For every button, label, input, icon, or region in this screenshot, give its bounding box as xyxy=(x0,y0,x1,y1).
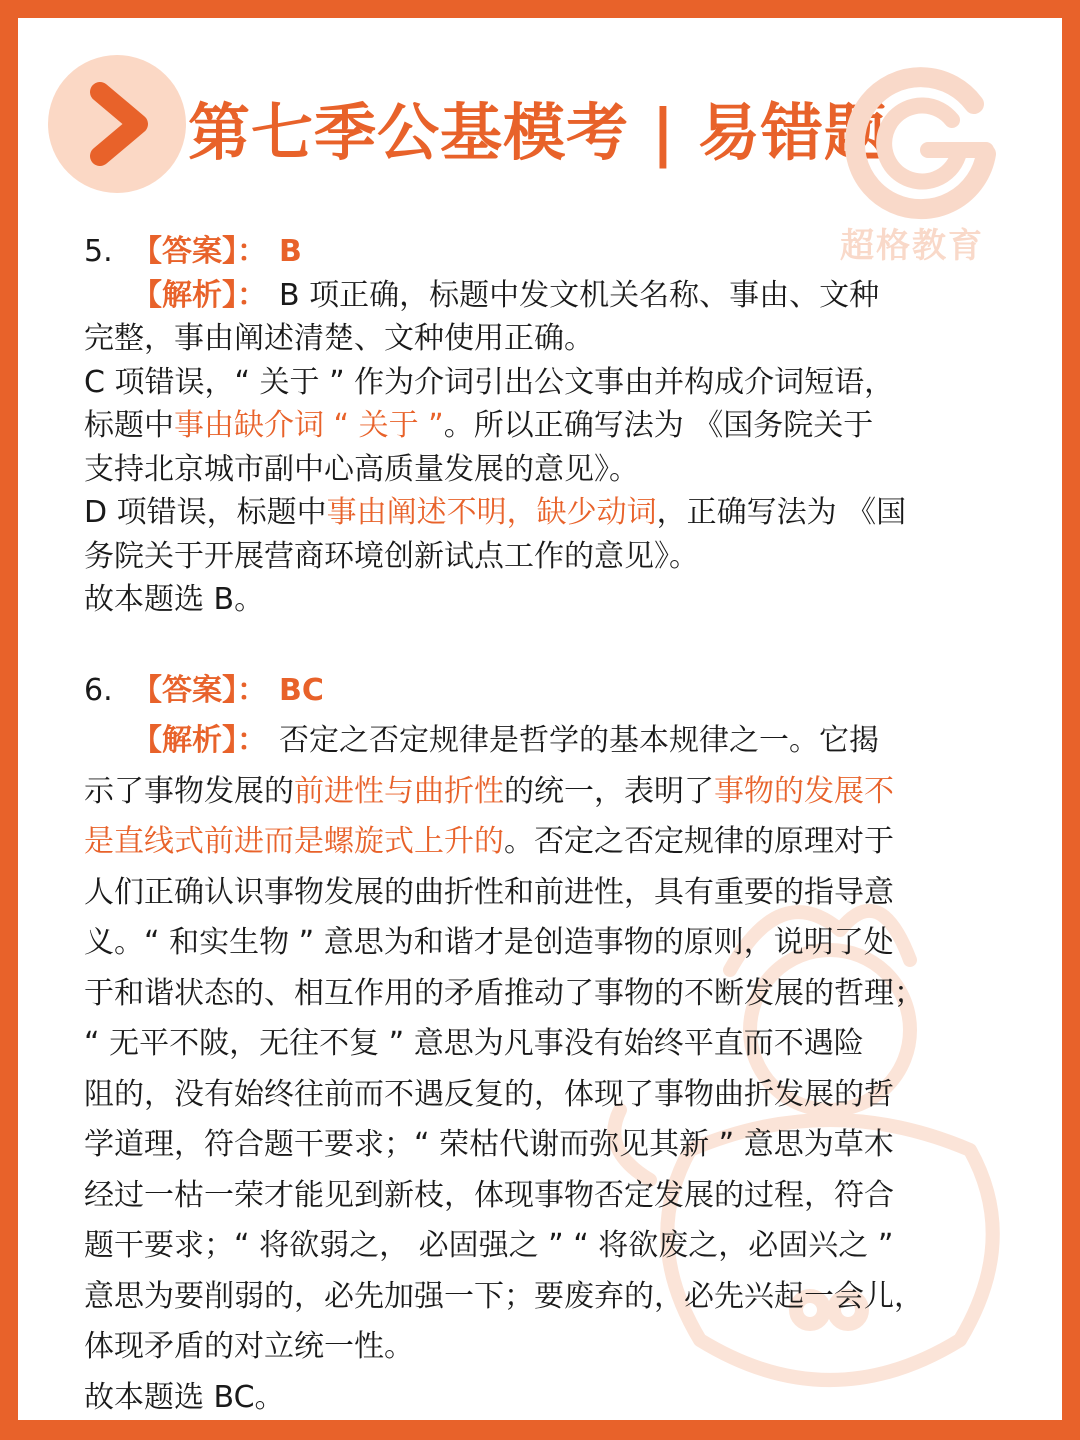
answer-label: 【答案】： xyxy=(132,672,267,708)
analysis-label: 【解析】： xyxy=(132,277,267,313)
text-line: “ 无平不陂，无往不复 ” 意思为凡事没有始终平直而不遇险 xyxy=(84,1026,864,1061)
highlight: 事由阐述不明，缺少动词 xyxy=(326,495,657,530)
q6-answer-line: 6. 【答案】： BC xyxy=(84,672,324,708)
text-line: 阻的，没有始终往前而不遇反复的，体现了事物曲折发展的哲 xyxy=(84,1076,894,1112)
answer-value: B xyxy=(279,234,302,269)
text-line: 标题中事由缺介词 “ 关于 ”。所以正确写法为 《国务院关于 xyxy=(84,408,874,443)
text-line: 学道理，符合题干要求；“ 荣枯代谢而弥见其新 ” 意思为草木 xyxy=(84,1127,894,1162)
highlight: 事由缺介词 “ 关于 ” xyxy=(174,408,444,443)
text-line: 人们正确认识事物发展的曲折性和前进性，具有重要的指导意 xyxy=(84,874,894,910)
text-line: 务院关于开展营商环境创新试点工作的意见》。 xyxy=(84,538,699,574)
text-line: 故本题选 BC。 xyxy=(84,1379,285,1415)
question-6 xyxy=(84,666,1004,1424)
q6-analysis-line: 【解析】： 否定之否定规律是哲学的基本规律之一。它揭 xyxy=(132,723,879,758)
q5-answer-line: 5. 【答案】： B xyxy=(84,234,302,269)
q5-analysis-line: 【解析】： B 项正确，标题中发文机关名称、事由、文种 xyxy=(132,277,880,313)
text-line: 题干要求；“ 将欲弱之， 必固强之 ” “ 将欲废之，必固兴之 ” xyxy=(84,1228,894,1263)
brand-name: 超格教育 xyxy=(840,226,984,266)
text-line: 是直线式前进而是螺旋式上升的。否定之否定规律的原理对于 xyxy=(84,824,894,859)
text-line: 义。“ 和实生物 ” 意思为和谐才是创造事物的原则，说明了处 xyxy=(84,925,894,960)
text-line: 完整，事由阐述清楚、文种使用正确。 xyxy=(84,321,594,356)
highlight: 是直线式前进而是螺旋式上升的 xyxy=(84,824,504,859)
chevron-right-icon xyxy=(86,82,158,166)
text-line: D 项错误，标题中事由阐述不明，缺少动词，正确写法为 《国 xyxy=(84,495,907,530)
text-line: 支持北京城市副中心高质量发展的意见》。 xyxy=(84,451,639,487)
header xyxy=(48,55,887,195)
text-line: 示了事物发展的前进性与曲折性的统一，表明了事物的发展不 xyxy=(84,773,894,809)
content xyxy=(84,230,1004,1423)
chaoge-g-logo-icon xyxy=(836,58,1004,226)
question-5 xyxy=(84,230,1004,622)
highlight: 事物的发展不 xyxy=(714,773,894,809)
text-line: 故本题选 B。 xyxy=(84,582,265,617)
text-line: C 项错误，“ 关于 ” 作为介词引出公文事由并构成介词短语， xyxy=(84,364,895,400)
answer-label: 【答案】： xyxy=(132,234,267,269)
text-line: 于和谐状态的、相互作用的矛盾推动了事物的不断发展的哲理； xyxy=(84,975,924,1011)
page-title: 第七季公基模考 | 易错题 xyxy=(188,96,887,169)
answer-value: BC xyxy=(279,672,324,708)
text-line: 经过一枯一荣才能见到新枝，体现事物否定发展的过程，符合 xyxy=(84,1177,894,1213)
highlight: 前进性与曲折性 xyxy=(294,773,504,809)
analysis-label: 【解析】： xyxy=(132,723,267,758)
text-line: 体现矛盾的对立统一性。 xyxy=(84,1329,414,1364)
text-line: 意思为要削弱的，必先加强一下；要废弃的，必先兴起一会儿， xyxy=(84,1278,924,1314)
